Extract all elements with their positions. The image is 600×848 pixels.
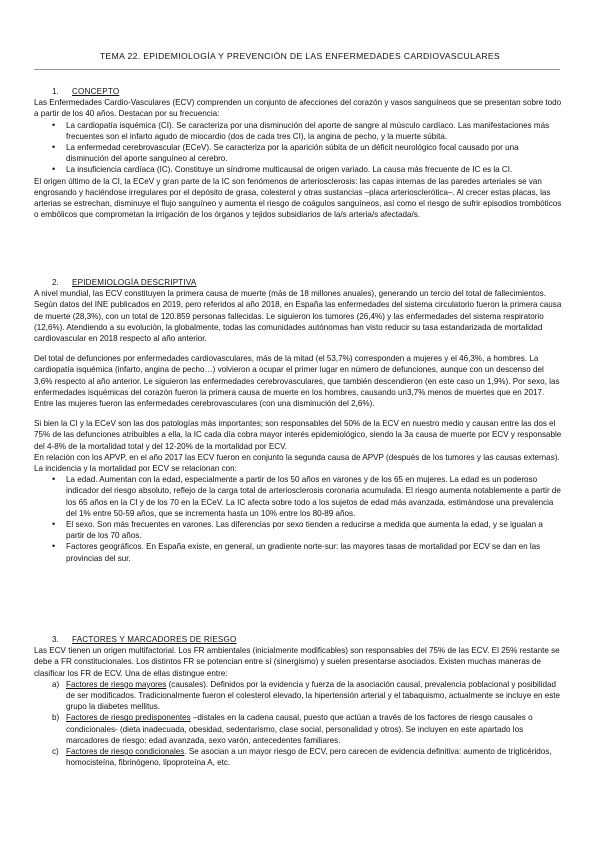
section-heading: 1. CONCEPTO [52,87,120,96]
list-item: • La cardiopatía isquémica (CI). Se caracteriza por una disminución del aporte de sangre al músculo cardíaco. Las manifestaciones más frecuentes son el infarto agudo de miocardio (dos de cada tres CI), la angina de pecho, y la muerte súbita. [34,120,562,142]
lettered-list [34,679,562,769]
section-heading: 2. EPIDEMIOLOGÍA DESCRIPTIVA [52,278,197,287]
bullet-list [34,120,562,176]
section-factores [34,634,562,768]
section-concepto [34,86,562,220]
section-epidemiologia [34,277,562,564]
header-divider [34,69,560,70]
paragraph: La incidencia y la mortalidad por ECV se relacionan con: [34,464,237,474]
list-item: • La enfermedad cerebrovascular (ECeV). Se caracteriza por la aparición súbita de un déficit neurológico focal causado por una disminución del aporte sanguíneo al cerebro. [34,142,562,164]
page-title: TEMA 22. EPIDEMIOLOGÍA Y PREVENCIÓN DE LAS ENFERMEDADES CARDIOVASCULARES [99,51,501,61]
list-item: b) Factores de riesgo predisponentes –distales en la cadena causal, puesto que actúan a través de los factores de riesgo causales o condicionales- (dieta inadecuada, obesidad, sedentarismo, clase social, personalidad y otros). Se incluyen en este apartado los marcadores de riesgo: edad avanzada, sexo varón, antecedentes familiares. [52,713,533,745]
list-item: • El sexo. Son más frecuentes en varones. Las diferencias por sexo tienden a reducirse a medida que aumenta la edad, y se igualan a partir de los 70 años. [34,519,562,541]
paragraph: Las Enfermedades Cardio-Vasculares (ECV) comprenden un conjunto de afecciones del corazón y vasos sanguíneos que se presentan sobre todo a partir de los 40 años. Destacan por su frecuencia: [34,98,562,119]
list-item: • La insuficiencia cardíaca (IC). Constituye un síndrome multicausal de origen variado. La causa más frecuente de IC es la CI. [34,164,562,175]
paragraph: Del total de defunciones por enfermedades cardiovasculares, más de la mitad (el 53,7%) corresponden a mujeres y el 46,3%, a hombres. La cardiopatía isquémica (infarto, angina de pecho…) volvieron a ocupar el primer lugar en número de defunciones, aunque con un descenso del 3,6% respecto al año anterior. Le siguieron las enfermedades cerebrovasculares, que también descendieron (en este caso un 1,9%). Por sexo, las enfermedades isquémicas del corazón fueron la primera causa de muerte en los hombres, causando un3,7% menos de muertes que en 2017. Entre las mujeres fueron las enfermedades cerebrovasculares (con una disminución del 2,6%). [34,354,560,409]
bullet-list [34,474,562,564]
list-item: • La edad. Aumentan con la edad, especialmente a partir de los 50 años en varones y de los 65 en mujeres. La edad es un poderoso indicador del riesgo absoluto, reflejo de la carga total de arteriosclerosis coronaria acumulada. El riesgo aumenta notablemente a partir de los 65 años en la CI y de los 70 en la ECeV. La IC afecta sobre todo a los sujetos de edad más avanzada, estimándose una prevalencia del 1% entre 50-59 años, que se incrementa hasta un 10% entre los 80-89 años. [34,474,562,519]
paragraph: El origen último de la CI, la ECeV y gran parte de la IC son fenómenos de arteriosclerosis: las capas internas de las paredes arteriales se van engrosando y haciéndose irregulares por el depósito de grasa, colesterol y otras sustancias –placa arteriosclerótica–. Al crecer estas placas, las arterias se estrechan, disminuye el flujo sanguíneo y aumenta el riesgo de coágulos sanguíneos, así como el riesgo de sufrir episodios trombóticos o embólicos que comprometan la irrigación de los órganos y tejidos subsidiarios de la/s arteria/s afectada/s. [34,176,562,220]
paragraph: A nivel mundial, las ECV constituyen la primera causa de muerte (más de 18 millones anuales), generando un tercio del total de fallecimientos. Según datos del INE publicados en 2019, pero referidos al año 2018, en España las enfermedades del sistema circulatorio fueron la primera causa de muerte (28,3%), con un total de 120.859 personas fallecidas. Le siguieron los tumores (26,4%) y las enfermedades del sistema respiratorio (12,6%). Atendiendo a su evolución, la globalmente, todas las comunidades autónomas han visto reducir su tasa estandarizada de mortalidad cardiovascular en 2018 respecto al año anterior. [34,289,562,344]
paragraph: Si bien la CI y la ECeV son las dos patologías más importantes; son responsables del 50% de la ECV en nuestro medio y causan entre las dos el 75% de las defunciones atribuibles a ella, la IC cada día cobra mayor interés epidemiológico, siendo la 3a causa de muerte por ECV y responsable del 4-8% de la mortalidad total y del 12-20% de la mortalidad por ECV. [34,419,562,451]
list-item: c) Factores de riesgo condicionales. Se asocian a un mayor riesgo de ECV, pero carecen de evidencia definitiva: aumento de triglicéridos, homocisteína, fibrinógeno, lipoproteína A, etc. [52,747,552,768]
paragraph: En relación con los APVP, en el año 2017 las ECV fueron en conjunto la segunda causa de APVP (después de los tumores y las causas externas). [34,452,560,462]
list-item: • Factores geográficos. En España existe, en general, un gradiente norte-sur: las mayores tasas de mortalidad por ECV se dan en las provincias del sur. [34,541,562,563]
section-heading: 3. FACTORES Y MARCADORES DE RIESGO [52,635,237,644]
list-item: a) Factores de riesgo mayores (causales). Definidos por la evidencia y fuerza de la asociación causal, prevalencia poblacional y posibilidad de ser modificados. Tradicionalmente fueron el colesterol elevado, la hipertensión arterial y el tabaquismo, actualmente se incluye en este grupo la diabetes mellitus. [52,679,560,712]
paragraph: Las ECV tienen un origen multifactorial. Los FR ambientales (inicialmente modificables) son responsables del 75% de las ECV. El 25% restante se debe a FR constitucionales. Los distintos FR se potencian entre sí (sinergismo) y suelen presentarse asociados. Existen muchas maneras de clasificar los FR de ECV. Una de ellas distingue entre: [34,646,560,678]
